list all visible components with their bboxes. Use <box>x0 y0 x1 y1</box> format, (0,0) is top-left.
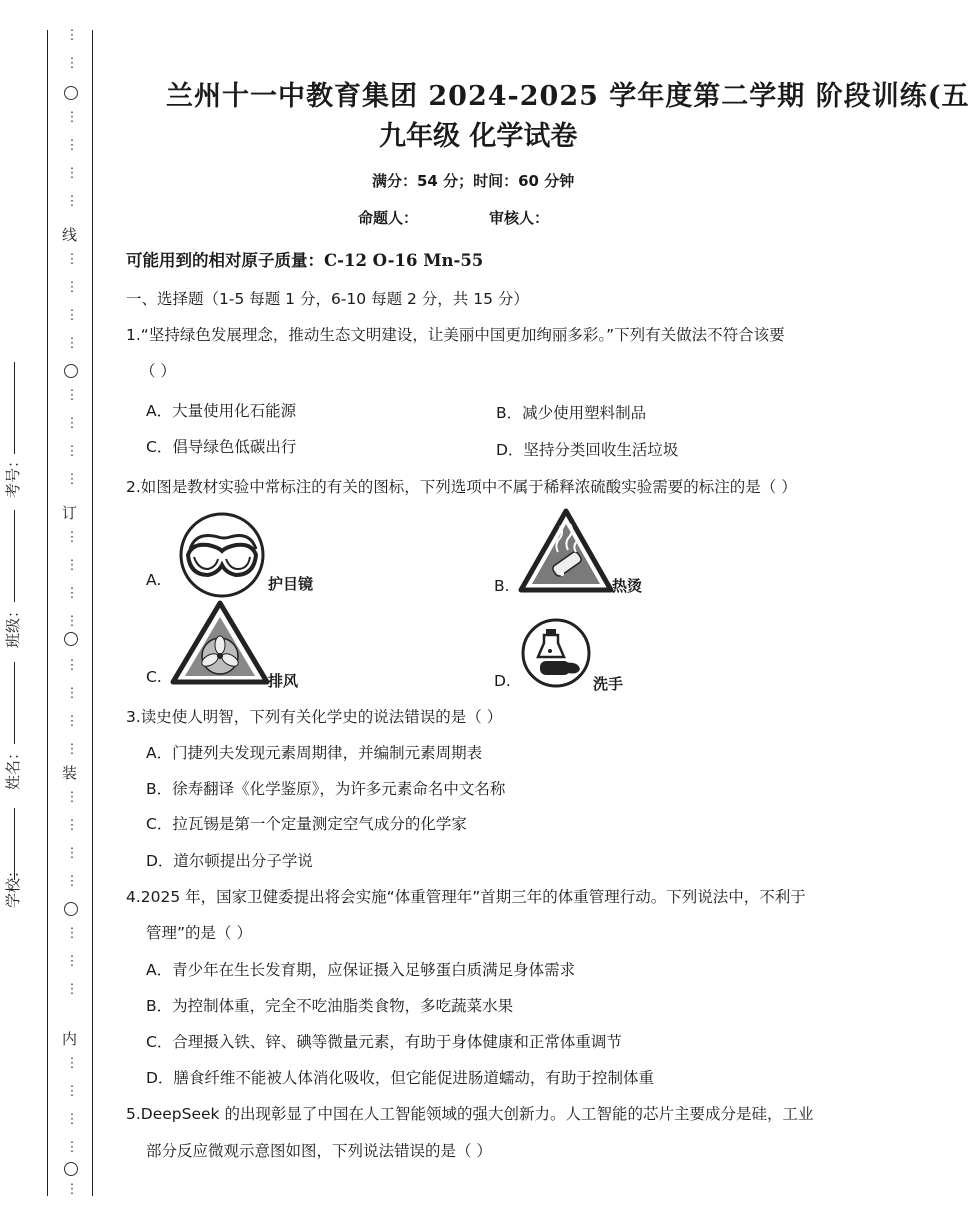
authors-label: 命题人： <box>358 209 419 227</box>
school-field[interactable] <box>14 808 15 880</box>
dot-mark: ⋮ <box>65 388 79 403</box>
dot-mark: ⋮ <box>65 472 79 487</box>
ring-mark <box>64 632 78 646</box>
dot-mark: ⋮ <box>65 714 79 729</box>
class-field[interactable] <box>14 510 15 602</box>
q4-option-c[interactable]: C．合理摄入铁、锌、碘等微量元素，有助于身体健康和正常体重调节 <box>146 1033 622 1051</box>
q2-option-d-caption: 洗手 <box>593 675 624 693</box>
dot-mark: ⋮ <box>65 926 79 941</box>
dot-mark: ⋮ <box>65 280 79 295</box>
margin-mark-xian: 线 <box>62 226 78 244</box>
q4-option-a[interactable]: A．青少年在生长发育期，应保证摄入足够蛋白质满足身体需求 <box>146 961 576 979</box>
q3-option-a[interactable]: A．门捷列夫发现元素周期律，并编制元素周期表 <box>146 744 483 762</box>
q1-option-a[interactable]: A．大量使用化石能源 <box>146 402 297 420</box>
q3-option-d[interactable]: D．道尔顿提出分子学说 <box>146 852 313 870</box>
section1-heading: 一、选择题（1-5 每题 1 分，6-10 每题 2 分，共 15 分） <box>126 290 529 308</box>
q1-option-d[interactable]: D．坚持分类回收生活垃圾 <box>496 441 679 459</box>
q5-stem: 5.DeepSeek 的出现彰显了中国在人工智能领域的强大创新力。人工智能的芯片主要成分是硅，工业 <box>126 1105 814 1123</box>
q2-option-a-letter[interactable]: A. <box>146 571 162 589</box>
ring-mark <box>64 1162 78 1176</box>
dot-mark: ⋮ <box>65 1140 79 1155</box>
q1-stem: 1.“坚持绿色发展理念，推动生态文明建设，让美丽中国更加绚丽多彩。”下列有关做法不符合该要 <box>126 326 785 344</box>
q2-option-b-letter[interactable]: B. <box>494 577 510 595</box>
dot-mark: ⋮ <box>65 1084 79 1099</box>
dot-mark: ⋮ <box>65 1056 79 1071</box>
school-label: 学校： <box>4 862 22 908</box>
binding-dots-column <box>60 28 86 1198</box>
dot-mark: ⋮ <box>65 818 79 833</box>
score-time: 满分：54 分；时间：60 分钟 <box>372 172 575 190</box>
q4-stem-cont: 管理”的是（ ） <box>146 924 252 942</box>
exam-subtitle: 九年级 化学试卷 <box>379 121 578 152</box>
dot-mark: ⋮ <box>65 954 79 969</box>
dot-mark: ⋮ <box>65 586 79 601</box>
ring-mark <box>64 902 78 916</box>
dot-mark: ⋮ <box>65 874 79 889</box>
class-label: 班级： <box>4 602 22 648</box>
dot-mark: ⋮ <box>65 742 79 757</box>
exam-number-label: 考号： <box>4 452 22 498</box>
dot-mark: ⋮ <box>65 110 79 125</box>
margin-mark-ding: 订 <box>62 504 78 522</box>
q5-stem-cont: 部分反应微观示意图如图，下列说法错误的是（ ） <box>146 1142 492 1160</box>
dot-mark: ⋮ <box>65 790 79 805</box>
goggles-icon <box>176 509 268 605</box>
dot-mark: ⋮ <box>65 252 79 267</box>
dot-mark: ⋮ <box>65 686 79 701</box>
q2-option-c-letter[interactable]: C. <box>146 668 162 686</box>
margin-inner-line <box>92 30 93 1196</box>
dot-mark: ⋮ <box>65 982 79 997</box>
dot-mark: ⋮ <box>65 194 79 209</box>
name-field[interactable] <box>14 662 15 744</box>
dot-mark: ⋮ <box>65 846 79 861</box>
margin-mark-zhuang: 装 <box>62 764 78 782</box>
q2-option-a-caption: 护目镜 <box>268 575 314 593</box>
ring-mark <box>64 364 78 378</box>
q2-stem: 2.如图是教材实验中常标注的有关的图标，下列选项中不属于稀释浓硫酸实验需要的标注的是（ ） <box>126 478 797 496</box>
q4-option-b[interactable]: B．为控制体重，完全不吃油脂类食物，多吃蔬菜水果 <box>146 997 514 1015</box>
margin-outer-line <box>47 30 48 1196</box>
dot-mark: ⋮ <box>65 614 79 629</box>
q3-option-b[interactable]: B．徐寿翻译《化学鉴原》，为许多元素命名中文名称 <box>146 780 506 798</box>
dot-mark: ⋮ <box>65 28 79 43</box>
exhaust-fan-icon <box>170 600 270 690</box>
dot-mark: ⋮ <box>65 138 79 153</box>
ring-mark <box>64 86 78 100</box>
exam-title: 兰州十一中教育集团 2024-2025 学年度第二学期 阶段训练(五 <box>166 81 969 112</box>
q4-option-d[interactable]: D．膳食纤维不能被人体消化吸收，但它能促进肠道蠕动，有助于控制体重 <box>146 1069 654 1087</box>
reviewer-label: 审核人： <box>489 209 550 227</box>
dot-mark: ⋮ <box>65 530 79 545</box>
dot-mark: ⋮ <box>65 658 79 673</box>
q1-option-c[interactable]: C．倡导绿色低碳出行 <box>146 438 297 456</box>
q1-option-b[interactable]: B．减少使用塑料制品 <box>496 404 647 422</box>
dot-mark: ⋮ <box>65 416 79 431</box>
dot-mark: ⋮ <box>65 558 79 573</box>
q2-option-b-caption: 热烫 <box>612 577 643 595</box>
dot-mark: ⋮ <box>65 308 79 323</box>
q1-answer-blank: （ ） <box>140 362 176 380</box>
atomic-masses: 可能用到的相对原子质量：C-12 O-16 Mn-55 <box>126 251 484 270</box>
hand-wash-icon <box>520 617 592 693</box>
dot-mark: ⋮ <box>65 336 79 351</box>
q4-stem: 4.2025 年，国家卫健委提出将会实施“体重管理年”首期三年的体重管理行动。下列说法中，不利于 <box>126 888 806 906</box>
name-label: 姓名： <box>4 744 22 790</box>
dot-mark: ⋮ <box>65 56 79 71</box>
dot-mark: ⋮ <box>65 444 79 459</box>
dot-mark: ⋮ <box>65 166 79 181</box>
q2-option-d-letter[interactable]: D. <box>494 672 511 690</box>
q2-option-c-caption: 排风 <box>268 672 299 690</box>
margin-mark-nei: 内 <box>62 1030 78 1048</box>
hot-surface-icon <box>518 508 614 598</box>
q3-option-c[interactable]: C．拉瓦锡是第一个定量测定空气成分的化学家 <box>146 815 467 833</box>
dot-mark: ⋮ <box>65 1182 79 1197</box>
dot-mark: ⋮ <box>65 1112 79 1127</box>
exam-number-field[interactable] <box>14 362 15 454</box>
q3-stem: 3.读史使人明智，下列有关化学史的说法错误的是（ ） <box>126 708 503 726</box>
